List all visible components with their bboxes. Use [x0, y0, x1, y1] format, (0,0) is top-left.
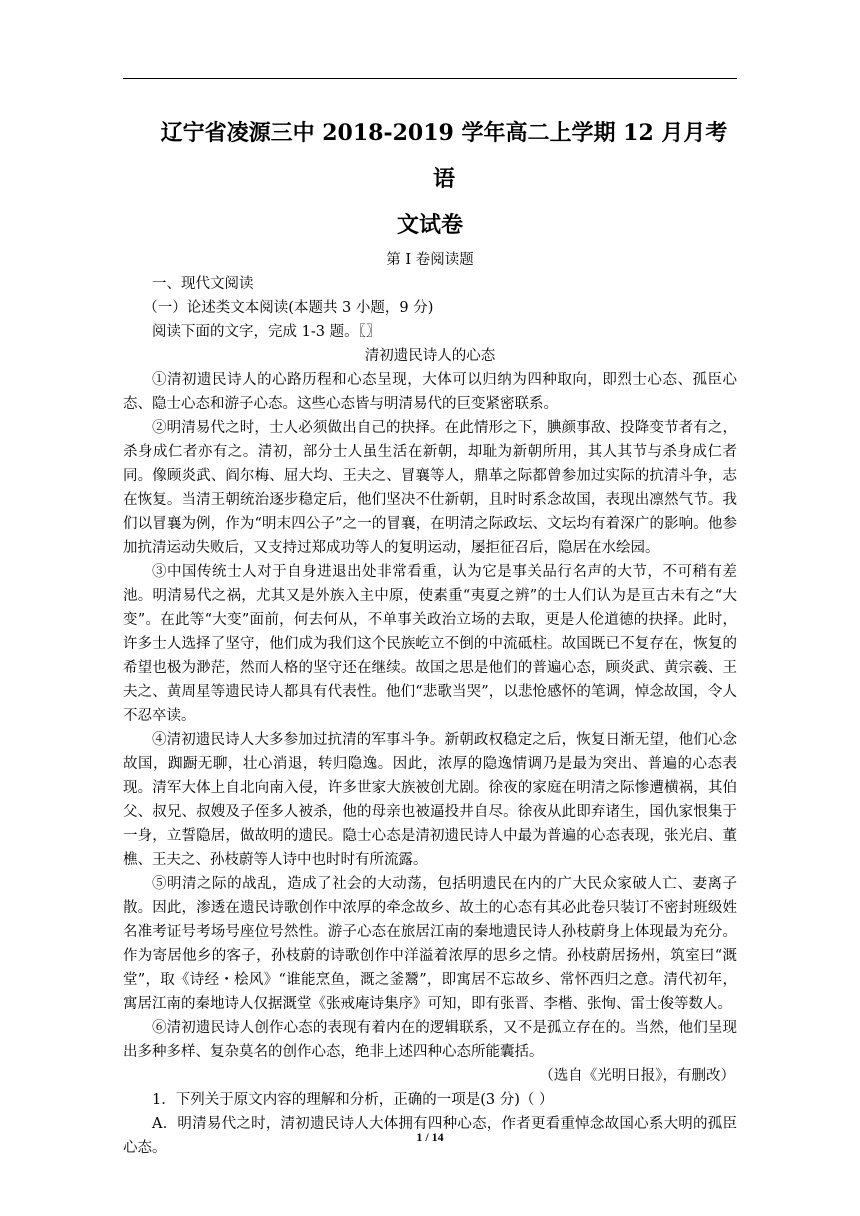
- page-number: 1 / 14: [416, 1130, 444, 1144]
- reading-instruction: 阅读下面的文字，完成 1-3 题。〖〗: [152, 324, 381, 340]
- article-title: 清初遗民诗人的心态: [364, 348, 496, 364]
- article-paragraph-6: ⑥清初遗民诗人创作心态的表现有着内在的逻辑联系，又不是孤立存在的。当然，他们呈现出多种多样、复杂莫名的创作心态，绝非上述四种心态所能囊括。: [123, 1020, 737, 1060]
- title-line-2: 文试卷: [396, 212, 463, 238]
- question-1: 1．下列关于原文内容的理解和分析，正确的一项是(3 分)（ ）: [152, 1092, 554, 1108]
- document-title: [123, 110, 737, 248]
- title-line-1: 辽宁省凌源三中 2018-2019 学年高二上学期 12 月月考语: [160, 120, 728, 192]
- article-paragraph-5: ⑤明清之际的战乱，造成了社会的大动荡，包括明遗民在内的广大民众家破人亡、妻离子散。因此，渗透在遗民诗歌创作中浓厚的牵念故乡、故土的心态有其必此卷只装订不密封班级姓名准考证号考场号座位号然性。游子心态在旅居江南的秦地遗民诗人孙枝蔚身上体现最为充分。作为寄居他乡的客子，孙枝蔚的诗歌创作中洋溢着浓厚的思乡之情。孙枝蔚居扬州，筑室曰“溉堂”，取《诗经・桧风》“谁能烹鱼，溉之釜鬵”，即寓居不忘故乡、常怀西归之意。清代初年，寓居江南的秦地诗人仅据溉堂《张戒庵诗集序》可知，即有张晋、李楷、张恂、雷士俊等数人。: [123, 876, 737, 1012]
- article-paragraph-3: ③中国传统士人对于自身进退出处非常看重，认为它是事关品行名声的大节，不可稍有差池。明清易代之祸，尤其又是外族入主中原，使素重“夷夏之辨”的士人们认为是亘古未有之“大变”。在此等“大变”面前，何去何从，不单事关政治立场的去取，更是人伦道德的抉择。此时，许多士人选择了坚守，他们成为我们这个民族屹立不倒的中流砥柱。故国既已不复存在，恢复的希望也极为渺茫，然而人格的坚守还在继续。故国之思是他们的普遍心态，顾炎武、黄宗羲、王夫之、黄周星等遗民诗人都具有代表性。他们“悲歌当哭”，以悲怆感怀的笔调，悼念故国，令人不忍卒读。: [123, 564, 737, 724]
- section-heading: 一、现代文阅读: [152, 276, 254, 292]
- header-rule: [123, 78, 737, 79]
- subsection-heading: （一）论述类文本阅读(本题共 3 小题，9 分): [143, 300, 434, 316]
- article-source: （选自《光明日报》，有删改）: [539, 1068, 735, 1084]
- question-1-option-a: A．明清易代之时，清初遗民诗人大体拥有四种心态，作者更看重悼念故国心系大明的孤臣心态。: [123, 1116, 737, 1156]
- article-paragraph-2: ②明清易代之时，士人必须做出自己的抉择。在此情形之下，腆颜事敌、投降变节者有之，杀身成仁者亦有之。清初，部分士人虽生活在新朝，却耻为新朝所用，其人其节与杀身成仁者同。像顾炎武、阎尔梅、屈大均、王夫之、冒襄等人，鼎革之际都曾参加过实际的抗清斗争，志在恢复。当清王朝统治逐步稳定后，他们坚决不仕新朝，且时时系念故国，表现出凛然气节。我们以冒襄为例，作为“明末四公子”之一的冒襄，在明清之际政坛、文坛均有着深广的影响。他参加抗清运动失败后，又支持过郑成功等人的复明运动，屡拒征召后，隐居在水绘园。: [123, 420, 737, 556]
- article-paragraph-1: ①清初遗民诗人的心路历程和心态呈现，大体可以归纳为四种取向，即烈士心态、孤臣心态、隐士心态和游子心态。这些心态皆与明清易代的巨变紧密联系。: [123, 372, 737, 412]
- volume-heading: 第 I 卷阅读题: [386, 252, 474, 268]
- article-paragraph-4: ④清初遗民诗人大多参加过抗清的军事斗争。新朝政权稳定之后，恢复日渐无望，他们心念故国，踟蹰无聊，壮心消退，转归隐逸。因此，浓厚的隐逸情调乃是最为突出、普遍的心态表现。清军大体上自北向南入侵，许多世家大族被创尤剧。徐夜的家庭在明清之际惨遭横祸，其伯父、叔兄、叔嫂及子侄多人被杀，他的母亲也被逼投井自尽。徐夜从此即弃诸生，国仇家恨集于一身，立誓隐居，做故明的遗民。隐士心态是清初遗民诗人中最为普遍的心态表现，张光启、董樵、王夫之、孙枝蔚等人诗中也时时有所流露。: [123, 732, 737, 868]
- document-body: [123, 110, 737, 1160]
